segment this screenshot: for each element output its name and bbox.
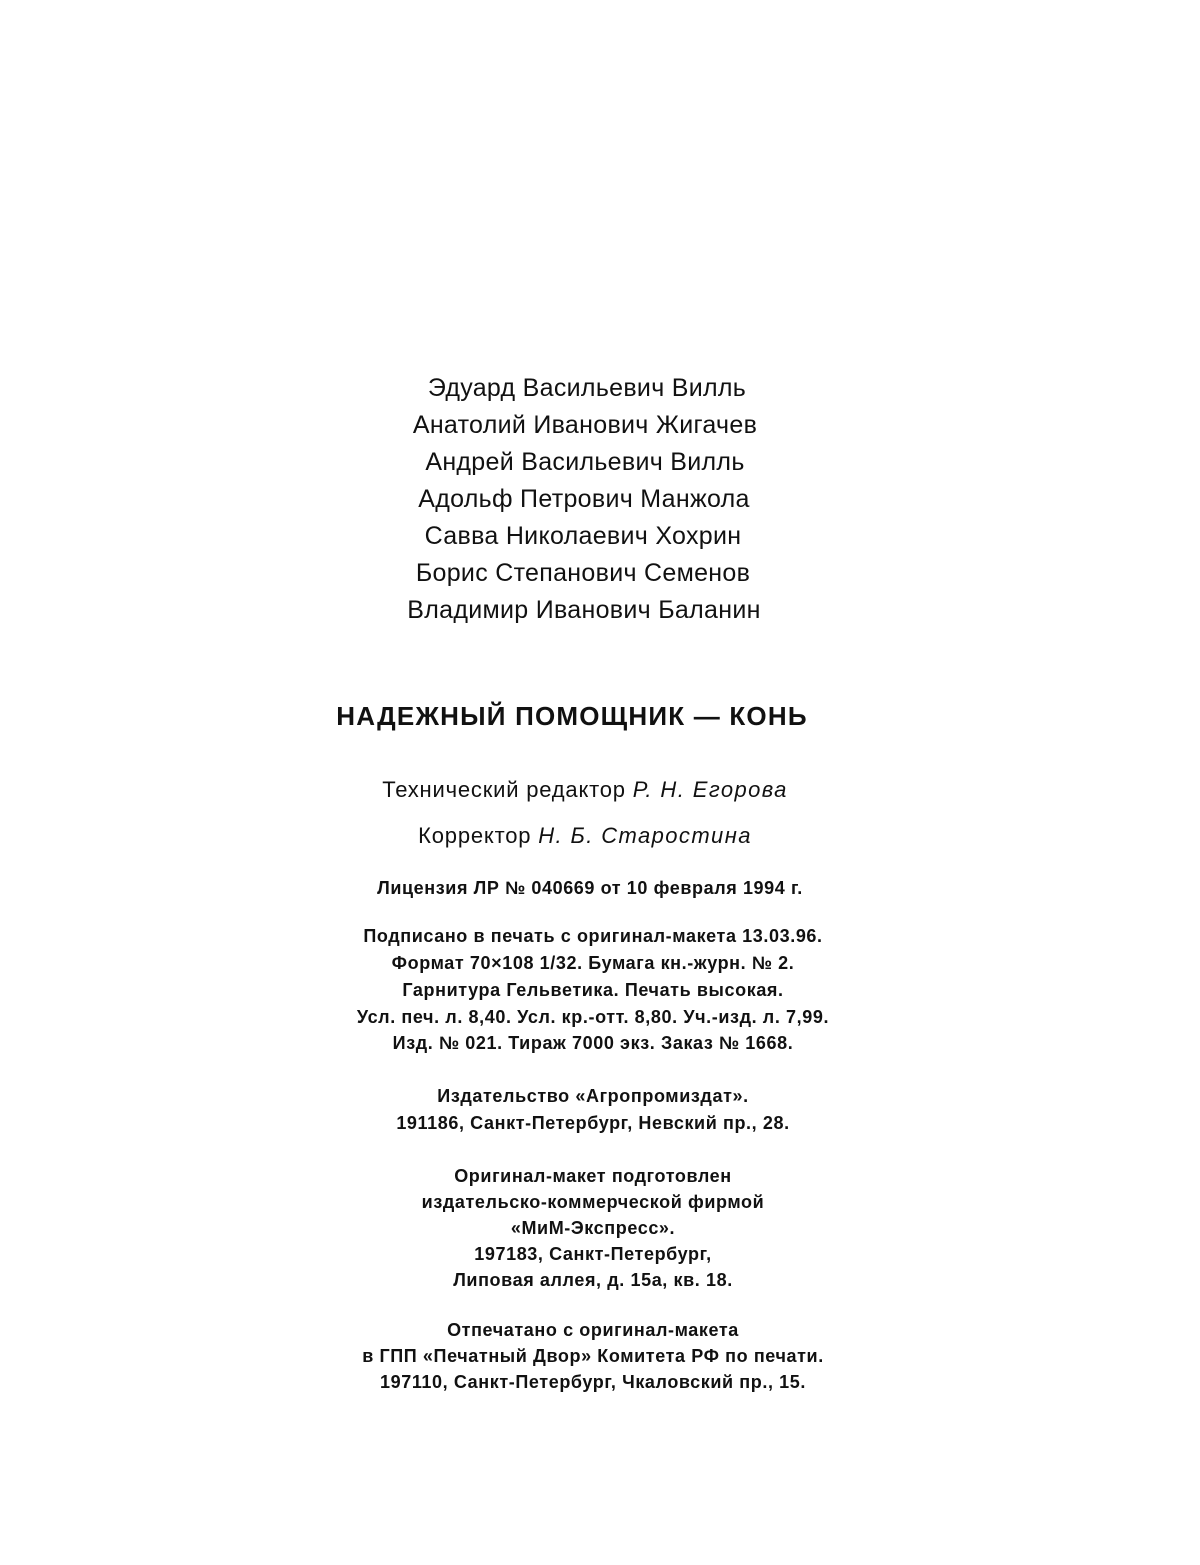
print-info-line: Гарнитура Гельветика. Печать высокая. — [402, 980, 784, 1000]
publisher-line: 191186, Санкт-Петербург, Невский пр., 28. — [396, 1113, 790, 1133]
proofreader-name: Н. Б. Старостина — [538, 823, 752, 848]
print-info — [0, 923, 1200, 1055]
author-name: Владимир Иванович Баланин — [407, 596, 761, 624]
technical-editor-line — [0, 767, 1200, 813]
print-info-line: Изд. № 021. Тираж 7000 экз. Заказ № 1668. — [392, 1033, 794, 1053]
prepared-by-info — [0, 1163, 1200, 1293]
prepared-by-line: Оригинал-макет подготовлен — [454, 1166, 732, 1186]
prepared-by-line: 197183, Санкт-Петербург, — [474, 1244, 712, 1264]
print-info-line: Формат 70×108 1/32. Бумага кн.-журн. № 2. — [391, 953, 795, 973]
editors — [0, 767, 1200, 859]
printed-by-line: в ГПП «Печатный Двор» Комитета РФ по печати. — [362, 1346, 824, 1366]
publisher-line: Издательство «Агропромиздат». — [437, 1086, 749, 1106]
author-name: Савва Николаевич Хохрин — [424, 522, 742, 550]
publisher-info — [0, 1083, 1200, 1137]
author-name: Андрей Васильевич Вилль — [425, 448, 745, 476]
author-name: Адольф Петрович Манжола — [418, 485, 750, 513]
license-line: Лицензия ЛР № 040669 от 10 февраля 1994 г. — [377, 878, 803, 898]
prepared-by-line: издательско-коммерческой фирмой — [421, 1192, 765, 1212]
print-info-line: Подписано в печать с оригинал-макета 13.03.96. — [363, 926, 823, 946]
proofreader-label: Корректор — [418, 823, 532, 848]
book-title: НАДЕЖНЫЙ ПОМОЩНИК — КОНЬ — [336, 701, 808, 731]
author-name: Анатолий Иванович Жигачев — [412, 411, 758, 439]
printed-by-line: Отпечатано с оригинал-макета — [447, 1320, 739, 1340]
print-info-line: Усл. печ. л. 8,40. Усл. кр.-отт. 8,80. Уч.-изд. л. 7,99. — [356, 1007, 830, 1027]
author-name: Борис Степанович Семенов — [415, 559, 751, 587]
author-name: Эдуард Васильевич Вилль — [427, 374, 747, 402]
prepared-by-line: «МиМ-Экспресс». — [510, 1218, 676, 1238]
printed-by-line: 197110, Санкт-Петербург, Чкаловский пр., 15. — [379, 1372, 806, 1392]
technical-editor-label: Технический редактор — [382, 777, 626, 802]
proofreader-line — [0, 813, 1200, 859]
printed-by-info — [0, 1317, 1200, 1395]
technical-editor-name: Р. Н. Егорова — [632, 777, 788, 802]
prepared-by-line: Липовая аллея, д. 15а, кв. 18. — [453, 1270, 733, 1290]
authors-list — [0, 370, 1200, 629]
